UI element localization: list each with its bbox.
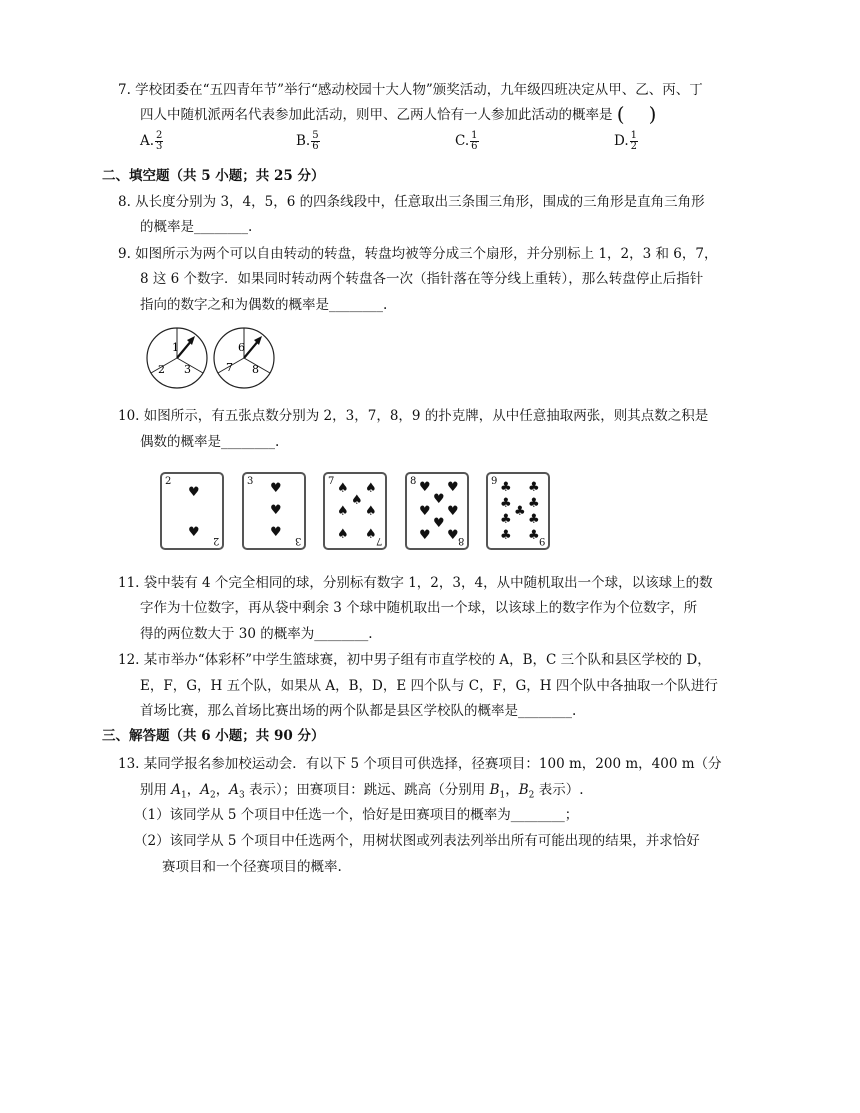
q9-line3: 指向的数字之和为偶数的概率是________. <box>140 297 388 313</box>
q12-line3: 首场比赛，那么首场比赛出场的两个队都是县区学校队的概率是________. <box>140 703 577 719</box>
spinner-left-label-1: 1 <box>172 341 179 354</box>
q13-line1: 13. 某同学报名参加校运动会．有以下 5 个项目可供选择，径赛项目：100 m，200 m，400 m（分 <box>118 756 722 772</box>
playing-card-8: 8 ♥ ♥ ♥ ♥ ♥ ♥ ♥ ♥ 8 <box>405 472 469 550</box>
q13-line2: 别用 $A_1$，$A_2$，$A_3$ 表示）；田赛项目：跳远、跳高（分别用 $B_1$，$B_2$ 表示）. <box>140 782 584 801</box>
q10-line1: 10. 如图所示，有五张点数分别为 2，3，7，8，9 的扑克牌，从中任意抽取两张，则其点数之积是 <box>118 408 709 424</box>
spinner-left-label-2: 2 <box>158 363 165 376</box>
q7-line1: 7. 学校团委在“五四青年节”举行“感动校园十大人物”颁奖活动，九年级四班决定从甲、乙、丙、丁 <box>118 82 703 98</box>
q8-line2: 的概率是________. <box>140 219 253 235</box>
q11-line1: 11. 袋中装有 4 个完全相同的球，分别标有数字 1，2，3，4，从中随机取出一个球，以该球上的数 <box>118 575 713 591</box>
q11-line2: 字作为十位数字，再从袋中剩余 3 个球中随机取出一个球，以该球上的数字作为个位数字，所 <box>140 600 698 616</box>
spinner-right-label-6: 6 <box>238 341 245 354</box>
answer-paren-close: ) <box>648 102 657 126</box>
answer-paren-open: ( <box>616 102 625 126</box>
q13-part2-line1: （2）该同学从 5 个项目中任选两个，用树状图或列表法列举出所有可能出现的结果，并求恰好 <box>134 833 700 849</box>
spinner-right-label-8: 8 <box>252 363 259 376</box>
q9-line1: 9. 如图所示为两个可以自由转动的转盘，转盘均被等分成三个扇形，并分别标上 1，2，3 和 6，7， <box>118 246 718 262</box>
q7-option-a: A. $\frac{2}{3}$ <box>140 130 163 152</box>
q9-line2: 8 这 6 个数字．如果同时转动两个转盘各一次（指针落在等分线上重转），那么转盘停止后指针 <box>140 271 704 287</box>
q7-option-d: D. $\frac{1}{2}$ <box>614 130 638 152</box>
playing-card-9: 9 ♣ ♣ ♣ ♣ ♣ ♣ ♣ ♣ ♣ 9 <box>486 472 550 550</box>
section-fill-in-title: 二、填空题（共 5 小题；共 25 分） <box>102 168 325 184</box>
section-solve-title: 三、解答题（共 6 小题；共 90 分） <box>102 728 325 744</box>
q12-line1: 12. 某市举办“体彩杯”中学生篮球赛，初中男子组有市直学校的 A，B，C 三个队和县区学校的 D， <box>118 652 711 668</box>
spinner-left <box>147 328 207 388</box>
spinner-left-label-3: 3 <box>184 363 191 376</box>
q7-option-b: B. $\frac{5}{6}$ <box>296 130 319 152</box>
spinner-right-label-7: 7 <box>226 361 233 374</box>
spinners-figure <box>140 326 280 390</box>
q13-part1: （1）该同学从 5 个项目中任选一个，恰好是田赛项目的概率为________； <box>134 807 579 823</box>
q7-line2-text: 四人中随机派两名代表参加此活动，则甲、乙两人恰有一人参加此活动的概率是 <box>140 107 613 123</box>
playing-card-2: 2 ♥ ♥ 2 <box>160 472 224 550</box>
playing-card-3: 3 ♥ ♥ ♥ 3 <box>242 472 306 550</box>
q7-line2 <box>140 104 656 125</box>
playing-card-7: 7 ♠ ♠ ♠ ♠ ♠ ♠ ♠ 7 <box>323 472 387 550</box>
q12-line2: E，F，G，H 五个队，如果从 A，B，D，E 四个队与 C，F，G，H 四个队中各抽取一个队进行 <box>140 678 718 694</box>
q7-option-c: C. $\frac{1}{6}$ <box>455 130 478 152</box>
spinner-right <box>214 328 274 388</box>
q13-part2-line2: 赛项目和一个径赛项目的概率. <box>162 859 342 875</box>
q11-line3: 得的两位数大于 30 的概率为________. <box>140 626 373 642</box>
q10-line2: 偶数的概率是________. <box>140 434 280 450</box>
q8-line1: 8. 从长度分别为 3，4，5，6 的四条线段中，任意取出三条围三角形，围成的三角形是直角三角形 <box>118 194 705 210</box>
